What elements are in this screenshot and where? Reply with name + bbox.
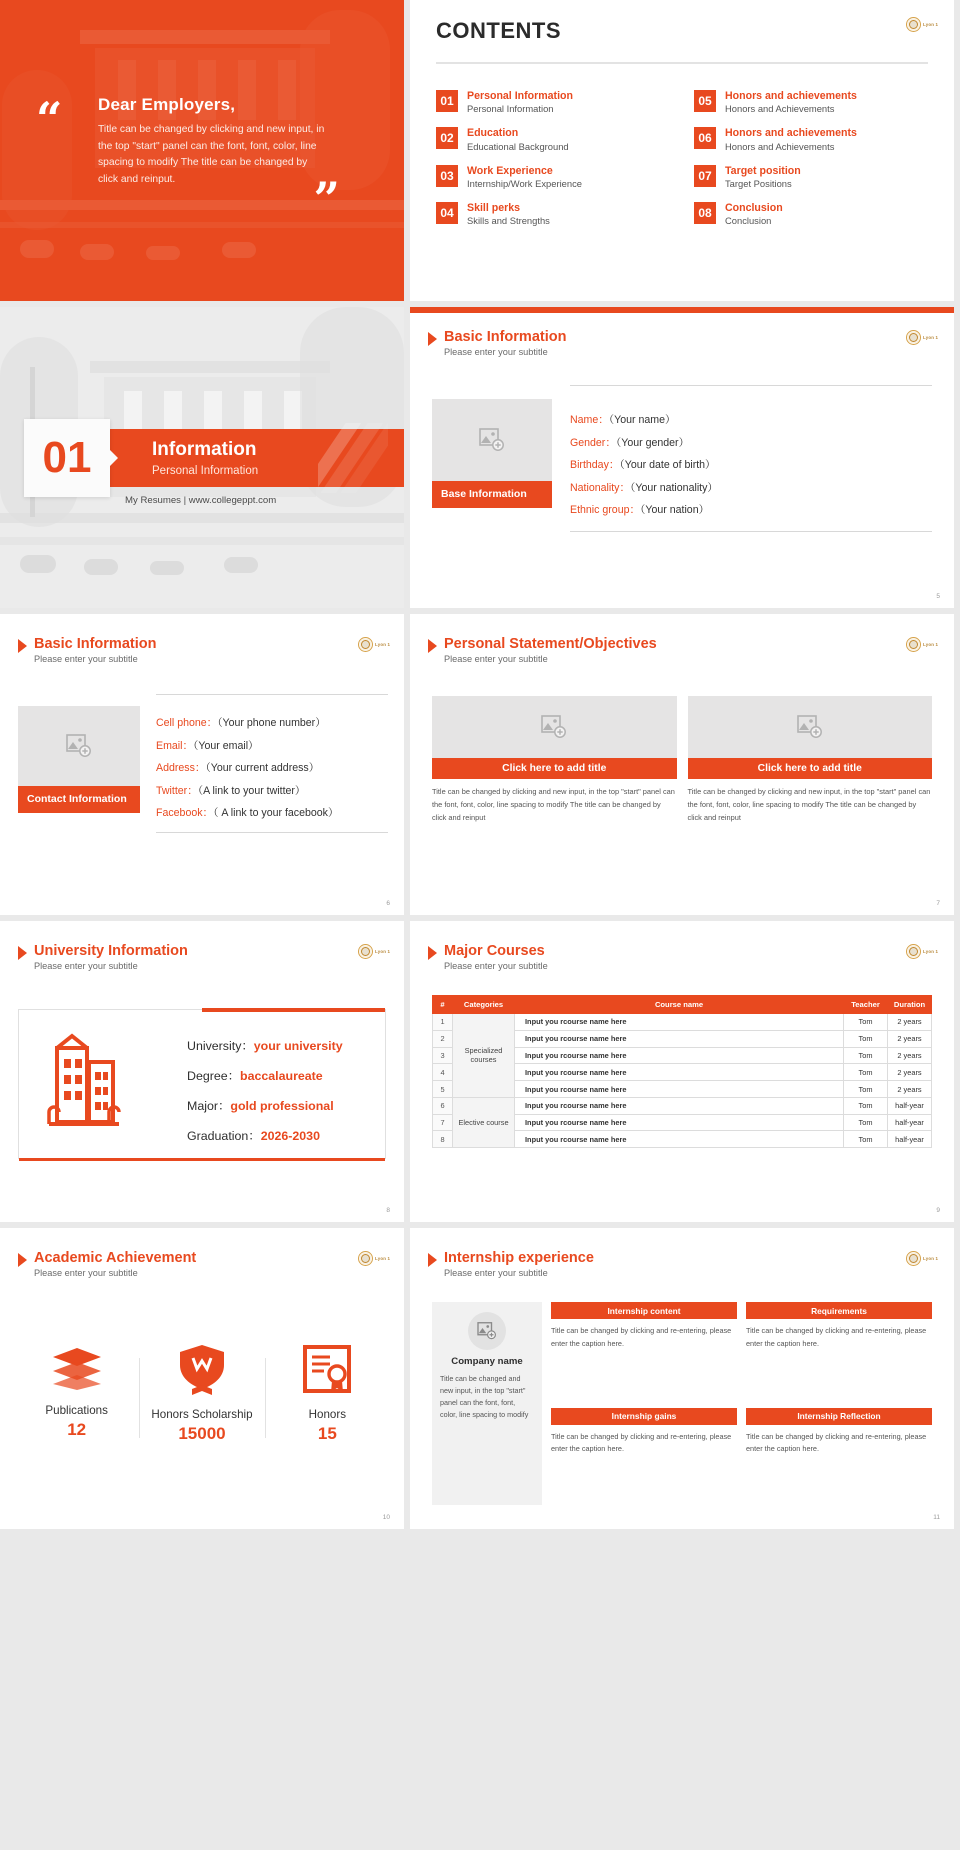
info-label: Gender： <box>570 436 616 449</box>
internship-box[interactable] <box>551 1302 737 1400</box>
card-title[interactable]: Click here to add title <box>432 758 677 779</box>
cell-name: Input you rcourse name here <box>515 1014 844 1031</box>
cell-name: Input you rcourse name here <box>515 1064 844 1081</box>
toc-title: Skill perks <box>467 202 520 215</box>
arrow-right-icon <box>428 639 437 653</box>
info-label: Cell phone： <box>156 717 218 729</box>
logo-label: Lyon 1 <box>923 641 939 647</box>
slide-subtitle: Please enter your subtitle <box>34 654 138 664</box>
page-number: 9 <box>936 1207 940 1214</box>
slide-basic-information[interactable] <box>410 307 954 608</box>
logo-label: Lyon 1 <box>923 21 939 27</box>
slide-contact-information[interactable] <box>0 614 404 915</box>
page-number: 10 <box>382 1514 390 1521</box>
section-heading-block <box>152 439 258 477</box>
internship-box[interactable] <box>746 1302 932 1400</box>
info-rule-bottom <box>156 832 388 833</box>
page-number: 8 <box>386 1207 390 1214</box>
col-duration: Duration <box>888 996 932 1014</box>
cell-teacher: Tom <box>844 1097 888 1114</box>
cell-index: 3 <box>433 1047 453 1064</box>
info-value: （Your gender） <box>615 436 690 449</box>
stat-value: 15 <box>317 1424 337 1443</box>
slide-personal-statement[interactable] <box>410 614 954 915</box>
contents-list <box>436 90 928 228</box>
contents-divider <box>436 62 928 64</box>
university-logo <box>906 943 940 959</box>
building-icon <box>41 1032 127 1141</box>
internship-box[interactable] <box>746 1408 932 1506</box>
slide-subtitle: Please enter your subtitle <box>34 1268 138 1278</box>
cell-name: Input you rcourse name here <box>515 1097 844 1114</box>
slide-contents[interactable] <box>410 0 954 301</box>
cell-index: 2 <box>433 1030 453 1047</box>
logo-label: Lyon 1 <box>375 948 391 954</box>
card-body: Title can be changed by clicking and new input, in the top "start" panel can the font, font, color, line spacing to modify The title can be changed by click and reinput <box>432 787 675 822</box>
add-image-icon <box>66 734 92 758</box>
cell-index: 1 <box>433 1014 453 1031</box>
toc-subtitle: Conclusion <box>725 215 772 227</box>
basic-info-list <box>570 412 932 517</box>
stat-item[interactable] <box>14 1344 139 1444</box>
logo-label: Lyon 1 <box>375 641 391 647</box>
row-label: Major： <box>187 1099 231 1113</box>
slide-subtitle: Please enter your subtitle <box>444 1268 548 1278</box>
add-image-icon <box>541 715 567 739</box>
toc-subtitle: Honors and Achievements <box>725 103 835 115</box>
toc-number: 02 <box>436 127 458 149</box>
info-value: （Your nation） <box>640 504 710 516</box>
col-course-name: Course name <box>515 996 844 1014</box>
slide-title: Internship experience <box>444 1250 594 1266</box>
slide-university-information[interactable] <box>0 921 404 1222</box>
slide-header <box>18 943 188 971</box>
section-subtitle: Personal Information <box>152 465 259 477</box>
cover-heading: Dear Employers, <box>98 95 236 114</box>
company-body: Title can be changed and new input, in the top "start" panel can the font, font, color, line spacing to modify <box>440 1374 529 1419</box>
toc-number: 03 <box>436 165 458 187</box>
page-number: 11 <box>933 1514 940 1521</box>
cell-teacher: Tom <box>844 1114 888 1131</box>
university-detail-list <box>187 1036 343 1156</box>
add-image-icon <box>797 715 823 739</box>
university-logo <box>906 329 940 345</box>
cover-body-text: Title can be changed by clicking and new input, in the top "start" panel can the font, font, color, line spacing to modify The title can be changed by click and reinput. <box>98 124 325 186</box>
slide-top-accent-bar <box>410 307 954 313</box>
cell-category: Elective course <box>453 1097 515 1147</box>
medal-icon <box>178 1344 226 1396</box>
logo-rings-icon <box>358 1251 373 1266</box>
info-value: （Your nationality） <box>630 481 719 494</box>
university-row <box>187 1096 343 1114</box>
cell-index: 8 <box>433 1131 453 1148</box>
slide-header <box>18 636 156 664</box>
info-rule-top <box>156 694 388 695</box>
logo-rings-icon <box>358 944 373 959</box>
table-row[interactable] <box>433 1014 932 1031</box>
slide-subtitle: Please enter your subtitle <box>444 654 548 664</box>
section-footer: My Resumes | www.collegeppt.com <box>125 495 277 506</box>
cell-name: Input you rcourse name here <box>515 1047 844 1064</box>
slide-subtitle: Please enter your subtitle <box>444 347 548 357</box>
logo-rings-icon <box>906 330 921 345</box>
slide-title: Basic Information <box>444 329 567 345</box>
university-logo <box>358 636 392 652</box>
university-logo <box>358 943 392 959</box>
company-panel[interactable] <box>432 1302 542 1505</box>
slide-header <box>428 329 566 357</box>
university-logo <box>358 1250 392 1266</box>
toc-item[interactable] <box>694 165 928 190</box>
box-body: Title can be changed by clicking and re-entering, please enter the caption here. <box>551 1326 732 1348</box>
photo-placeholder[interactable] <box>432 696 677 758</box>
logo-rings-icon <box>906 17 921 32</box>
slide-title: Academic Achievement <box>34 1250 197 1266</box>
photo-caption: Contact Information <box>18 786 140 813</box>
info-row <box>570 457 932 472</box>
certificate-icon <box>302 1344 352 1396</box>
row-value: baccalaureate <box>240 1069 323 1083</box>
cell-duration: 2 years <box>888 1081 932 1098</box>
toc-number: 07 <box>694 165 716 187</box>
cover-quote-block <box>36 92 384 226</box>
stat-item[interactable] <box>265 1344 390 1444</box>
logo-rings-icon <box>358 637 373 652</box>
company-name: Company name <box>451 1356 523 1367</box>
cell-category: Specialized courses <box>453 1014 515 1098</box>
box-body: Title can be changed by clicking and re-entering, please enter the caption here. <box>746 1431 927 1454</box>
photo-placeholder[interactable] <box>468 1312 506 1350</box>
cell-teacher: Tom <box>844 1030 888 1047</box>
cell-duration: 2 years <box>888 1030 932 1047</box>
stat-label: Honors Scholarship <box>151 1408 253 1421</box>
stat-item[interactable] <box>139 1344 264 1444</box>
slide-subtitle: Please enter your subtitle <box>34 961 138 971</box>
add-image-icon <box>479 428 505 452</box>
cell-teacher: Tom <box>844 1064 888 1081</box>
slide-title: University Information <box>34 943 188 959</box>
books-icon <box>48 1344 106 1392</box>
slide-header <box>428 943 548 971</box>
statement-card[interactable] <box>432 696 677 825</box>
cell-name: Input you rcourse name here <box>515 1114 844 1131</box>
arrow-right-icon <box>428 332 437 346</box>
cell-name: Input you rcourse name here <box>515 1030 844 1047</box>
box-accent-top <box>202 1008 385 1012</box>
table-header-row <box>433 996 932 1014</box>
cell-duration: half-year <box>888 1114 932 1131</box>
info-row <box>156 738 388 753</box>
row-label: Graduation： <box>187 1129 261 1143</box>
slide-section-divider[interactable] <box>0 307 404 608</box>
decor-slashes-icon <box>318 423 388 493</box>
university-row <box>187 1036 343 1054</box>
achievement-stats <box>14 1344 390 1444</box>
info-rule-bottom <box>570 531 932 532</box>
university-row <box>187 1126 343 1144</box>
card-body: Title can be changed by clicking and new input, in the top "start" panel can the font, font, color, line spacing to modify The title can be changed by click and reinput <box>687 787 931 822</box>
info-value: （A link to your twitter） <box>197 784 306 797</box>
info-value: （Your name） <box>608 414 676 426</box>
info-row <box>570 412 932 427</box>
info-label: Facebook： <box>156 807 214 819</box>
logo-rings-icon <box>906 944 921 959</box>
toc-title: Honors and achievements <box>725 127 857 140</box>
page-number: 6 <box>386 900 390 907</box>
info-label: Email： <box>156 739 194 752</box>
row-label: University： <box>187 1039 254 1053</box>
row-value: 2026-2030 <box>260 1129 320 1143</box>
info-value: （Your current address） <box>205 762 320 774</box>
slide-subtitle: Please enter your subtitle <box>444 961 548 971</box>
add-image-icon <box>477 1322 497 1340</box>
page-number: 7 <box>936 900 940 907</box>
slide-academic-achievement[interactable] <box>0 1228 404 1529</box>
contact-info-list <box>156 715 388 820</box>
row-value: gold professional <box>230 1099 334 1113</box>
slide-title: Basic Information <box>34 636 157 652</box>
section-number: 01 <box>24 419 110 497</box>
toc-subtitle: Educational Background <box>467 140 569 152</box>
cell-teacher: Tom <box>844 1047 888 1064</box>
cell-duration: half-year <box>888 1097 932 1114</box>
university-box <box>18 1009 386 1159</box>
logo-rings-icon <box>906 1251 921 1266</box>
logo-label: Lyon 1 <box>923 948 939 954</box>
slide-title: Personal Statement/Objectives <box>444 636 657 652</box>
photo-placeholder[interactable] <box>18 706 140 786</box>
statement-cards <box>432 696 932 825</box>
arrow-right-icon <box>18 946 27 960</box>
slide-major-courses[interactable] <box>410 921 954 1222</box>
photo-caption: Base Information <box>432 481 552 508</box>
box-title: Requirements <box>746 1302 932 1319</box>
box-title: Internship Reflection <box>746 1408 932 1425</box>
quote-close-icon: ” <box>313 172 338 226</box>
info-label: Name： <box>570 414 609 426</box>
slide-header <box>428 636 657 664</box>
toc-subtitle: Skills and Strengths <box>467 215 550 227</box>
slide-title: Major Courses <box>444 943 545 959</box>
info-rule-top <box>570 385 932 386</box>
stat-value: 15000 <box>178 1424 226 1443</box>
box-title: Internship gains <box>551 1408 737 1425</box>
stat-label: Publications <box>45 1404 108 1417</box>
info-value: （Your email） <box>193 739 259 752</box>
info-row <box>156 783 388 798</box>
cell-teacher: Tom <box>844 1131 888 1148</box>
info-value: （ A link to your facebook） <box>213 807 339 819</box>
toc-item[interactable] <box>436 90 670 115</box>
toc-subtitle: Honors and Achievements <box>725 140 835 152</box>
info-label: Address： <box>156 762 206 774</box>
arrow-right-icon <box>18 639 27 653</box>
page-number: 5 <box>936 593 940 600</box>
cell-duration: half-year <box>888 1131 932 1148</box>
toc-subtitle: Personal Information <box>467 103 554 115</box>
col-categories: Categories <box>453 996 515 1014</box>
toc-title: Personal Information <box>467 90 573 102</box>
toc-number: 06 <box>694 127 716 149</box>
toc-title: Honors and achievements <box>725 90 857 102</box>
cell-name: Input you rcourse name here <box>515 1081 844 1098</box>
university-logo <box>906 636 940 652</box>
toc-number: 04 <box>436 202 458 224</box>
section-title: Information <box>152 439 257 460</box>
courses-table[interactable] <box>432 995 932 1148</box>
toc-item[interactable] <box>436 165 670 190</box>
col-index: # <box>433 996 453 1014</box>
col-teacher: Teacher <box>844 996 888 1014</box>
internship-layout <box>432 1302 932 1505</box>
cell-duration: 2 years <box>888 1047 932 1064</box>
cell-teacher: Tom <box>844 1081 888 1098</box>
toc-item[interactable] <box>436 202 670 227</box>
toc-title: Work Experience <box>467 164 553 177</box>
logo-label: Lyon 1 <box>923 1255 939 1261</box>
cell-index: 4 <box>433 1064 453 1081</box>
cell-teacher: Tom <box>844 1014 888 1031</box>
stat-value: 12 <box>67 1420 87 1439</box>
cell-index: 5 <box>433 1081 453 1098</box>
slide-cover-letter[interactable] <box>0 0 404 301</box>
toc-title: Target position <box>725 164 801 177</box>
cell-name: Input you rcourse name here <box>515 1131 844 1148</box>
logo-rings-icon <box>906 637 921 652</box>
toc-title: Education <box>467 127 519 140</box>
cell-duration: 2 years <box>888 1064 932 1081</box>
university-row <box>187 1066 343 1084</box>
arrow-right-icon <box>428 1253 437 1267</box>
box-accent-bottom <box>19 1158 385 1161</box>
photo-placeholder[interactable] <box>688 696 933 758</box>
toc-number: 05 <box>694 90 716 112</box>
toc-number: 01 <box>436 90 458 112</box>
info-value: （Your phone number） <box>217 717 326 729</box>
slide-internship-experience[interactable] <box>410 1228 954 1529</box>
logo-label: Lyon 1 <box>923 334 939 340</box>
contents-title: CONTENTS <box>436 18 561 43</box>
internship-boxes <box>551 1302 932 1505</box>
info-row <box>570 435 932 450</box>
box-body: Title can be changed by clicking and re-entering, please enter the caption here. <box>746 1326 927 1348</box>
internship-box[interactable] <box>551 1408 737 1506</box>
toc-number: 08 <box>694 202 716 224</box>
info-label: Birthday： <box>570 459 620 471</box>
box-body: Title can be changed by clicking and re-entering, please enter the caption here. <box>551 1431 732 1454</box>
row-label: Degree： <box>187 1069 241 1083</box>
toc-subtitle: Internship/Work Experience <box>467 177 582 189</box>
info-row <box>156 805 388 820</box>
statement-card[interactable] <box>688 696 933 825</box>
arrow-right-icon <box>18 1253 27 1267</box>
row-value: your university <box>253 1039 343 1053</box>
info-row <box>156 760 388 775</box>
toc-item[interactable] <box>694 90 928 115</box>
slide-header <box>428 1250 594 1278</box>
info-row <box>156 715 388 730</box>
cell-duration: 2 years <box>888 1014 932 1031</box>
info-value: （Your date of birth） <box>619 459 716 471</box>
cell-index: 7 <box>433 1114 453 1131</box>
arrow-right-icon <box>428 946 437 960</box>
info-label: Nationality： <box>570 481 631 494</box>
toc-item[interactable] <box>694 202 928 227</box>
cell-index: 6 <box>433 1097 453 1114</box>
university-logo <box>906 16 940 32</box>
info-label: Twitter： <box>156 784 198 797</box>
toc-item[interactable] <box>436 127 670 152</box>
info-row <box>570 480 932 495</box>
info-row <box>570 502 932 517</box>
info-label: Ethnic group： <box>570 504 641 516</box>
toc-subtitle: Target Positions <box>725 177 792 189</box>
logo-label: Lyon 1 <box>375 1255 391 1261</box>
toc-item[interactable] <box>694 127 928 152</box>
university-logo <box>906 1250 940 1266</box>
slide-header <box>18 1250 196 1278</box>
quote-open-icon: “ <box>36 92 61 146</box>
stat-label: Honors <box>308 1408 346 1421</box>
toc-title: Conclusion <box>725 202 783 215</box>
table-row[interactable] <box>433 1097 932 1114</box>
card-title[interactable]: Click here to add title <box>688 758 933 779</box>
box-title: Internship content <box>551 1302 737 1319</box>
photo-placeholder[interactable] <box>432 399 552 481</box>
